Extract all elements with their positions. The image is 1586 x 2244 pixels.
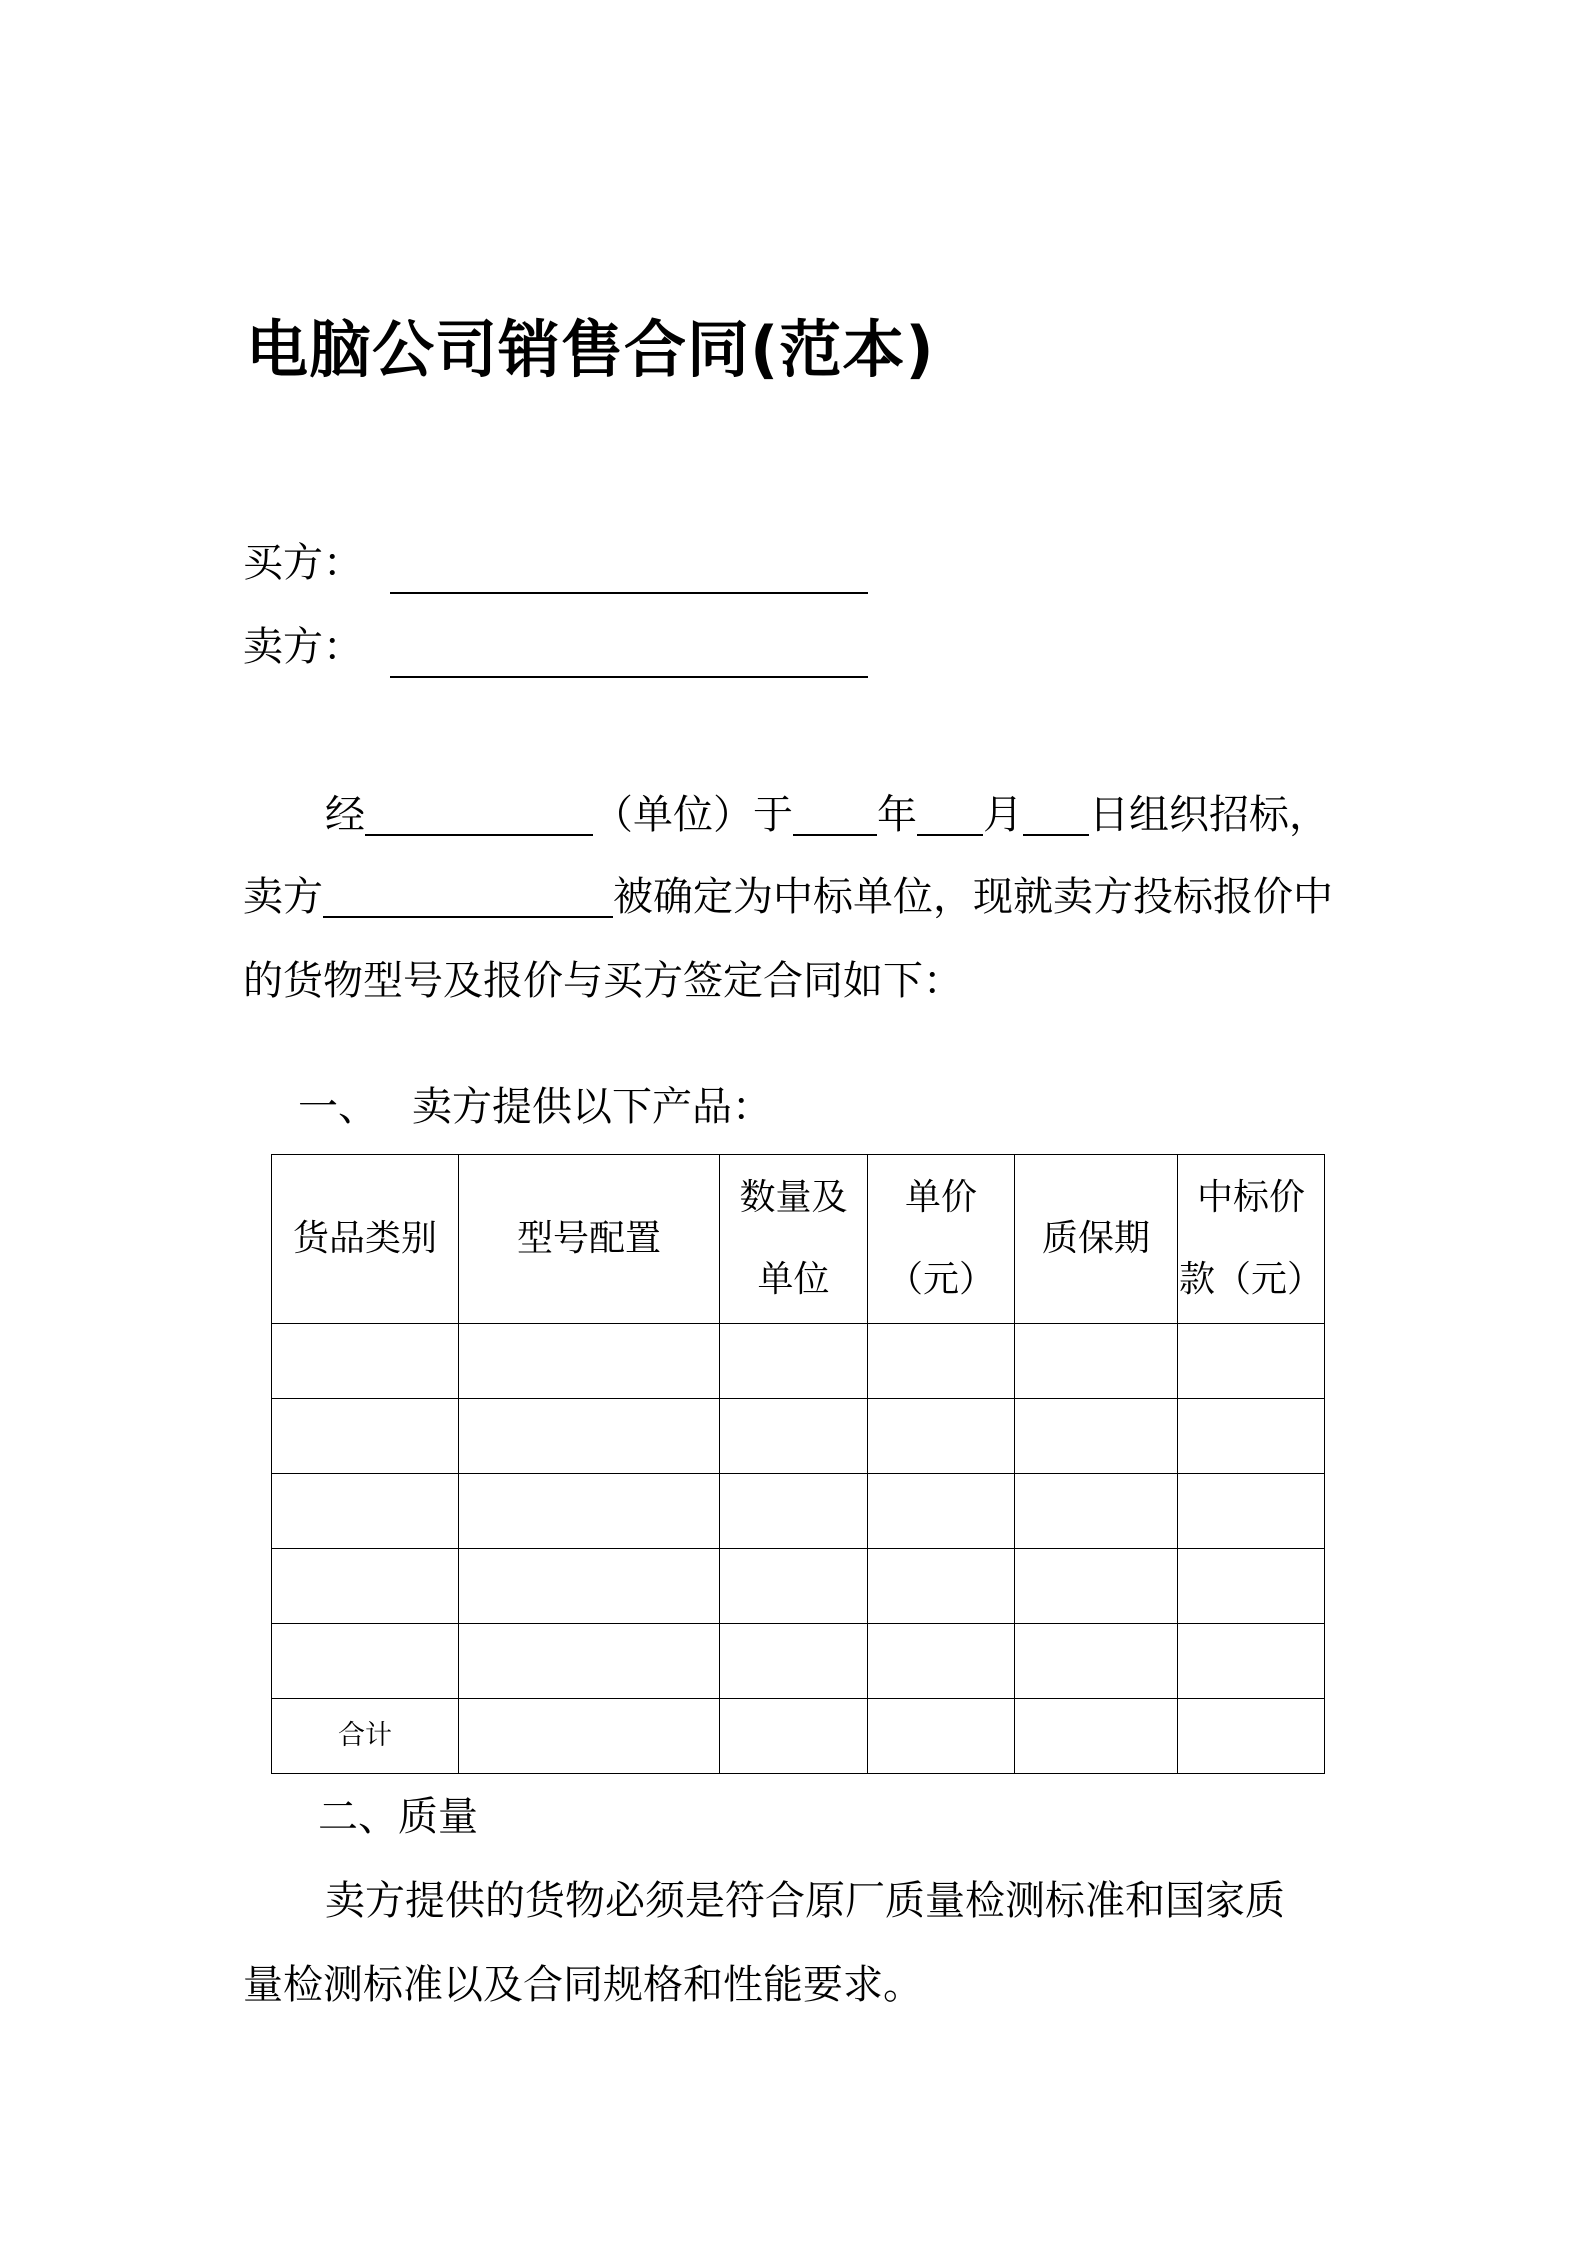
buyer-label: 买方： [243,540,363,586]
column-header: 单价 （元） [868,1155,1015,1324]
table-cell[interactable] [459,1624,720,1699]
document-title: 电脑公司销售合同(范本) [246,313,935,386]
table-cell[interactable] [1015,1624,1178,1699]
table-cell[interactable] [868,1699,1015,1774]
table-header-row [272,1155,1325,1324]
intro-text: （单位）于 [593,792,793,838]
intro-text: 经 [325,792,365,838]
table-cell[interactable] [272,1549,459,1624]
table-cell[interactable] [868,1399,1015,1474]
table-cell[interactable] [272,1624,459,1699]
table-cell[interactable] [1015,1549,1178,1624]
table-row [272,1399,1325,1474]
table-cell[interactable] [1178,1474,1325,1549]
table-cell[interactable] [459,1474,720,1549]
table-cell[interactable] [272,1324,459,1399]
table-cell[interactable] [1178,1324,1325,1399]
buyer-blank[interactable] [390,592,868,594]
intro-text: 被确定为中标单位，现就卖方投标报价中 [613,874,1333,920]
intro-text: 年 [877,792,917,838]
section-1-title: 卖方提供以下产品： [412,1084,772,1130]
table-cell[interactable] [1178,1624,1325,1699]
table-cell[interactable] [868,1324,1015,1399]
table-cell[interactable] [720,1699,868,1774]
table-cell[interactable] [272,1399,459,1474]
table-cell[interactable] [868,1474,1015,1549]
seller-blank[interactable] [390,676,868,678]
quality-line-1: 卖方提供的货物必须是符合原厂质量检测标准和国家质 [325,1878,1285,1924]
table-cell[interactable] [272,1474,459,1549]
table-cell[interactable] [720,1624,868,1699]
table-cell[interactable] [459,1324,720,1399]
table-row [272,1624,1325,1699]
intro-text: 卖方 [243,874,323,920]
intro-line-2 [243,872,1333,922]
table-cell[interactable] [1178,1699,1325,1774]
seller-label: 卖方： [243,624,363,670]
table-cell[interactable] [1178,1399,1325,1474]
table-cell[interactable] [720,1399,868,1474]
table-cell[interactable] [1015,1474,1178,1549]
table-total-row [272,1699,1325,1774]
table-cell[interactable] [720,1474,868,1549]
intro-line-1 [325,790,1329,840]
table-row [272,1474,1325,1549]
intro-line-3: 的货物型号及报价与买方签定合同如下： [243,958,963,1004]
table-cell[interactable] [1015,1324,1178,1399]
section-2-title: 二、质量 [318,1794,478,1840]
year-blank[interactable] [793,790,877,836]
column-header: 质保期 [1015,1155,1178,1324]
table-cell[interactable] [868,1624,1015,1699]
section-1-number: 一、 [298,1084,378,1130]
quality-line-2: 量检测标准以及合同规格和性能要求。 [243,1962,923,2008]
table-cell[interactable] [868,1549,1015,1624]
column-header: 货品类别 [272,1155,459,1324]
table-row [272,1324,1325,1399]
table-cell[interactable] [1015,1699,1178,1774]
table-cell[interactable] [459,1699,720,1774]
table-cell[interactable] [720,1324,868,1399]
total-label: 合计 [272,1699,459,1774]
intro-text: 日组织招标， [1089,792,1329,838]
day-blank[interactable] [1023,790,1089,836]
column-header: 型号配置 [459,1155,720,1324]
table-cell[interactable] [720,1549,868,1624]
column-header: 数量及 单位 [720,1155,868,1324]
winner-blank[interactable] [323,872,613,918]
table-cell[interactable] [1178,1549,1325,1624]
table-cell[interactable] [1015,1399,1178,1474]
intro-text: 月 [983,792,1023,838]
table-row [272,1549,1325,1624]
table-cell[interactable] [459,1549,720,1624]
column-header: 中标价 款（元） [1178,1155,1325,1324]
month-blank[interactable] [917,790,983,836]
goods-table [271,1154,1325,1774]
table-cell[interactable] [459,1399,720,1474]
unit-blank[interactable] [365,790,593,836]
